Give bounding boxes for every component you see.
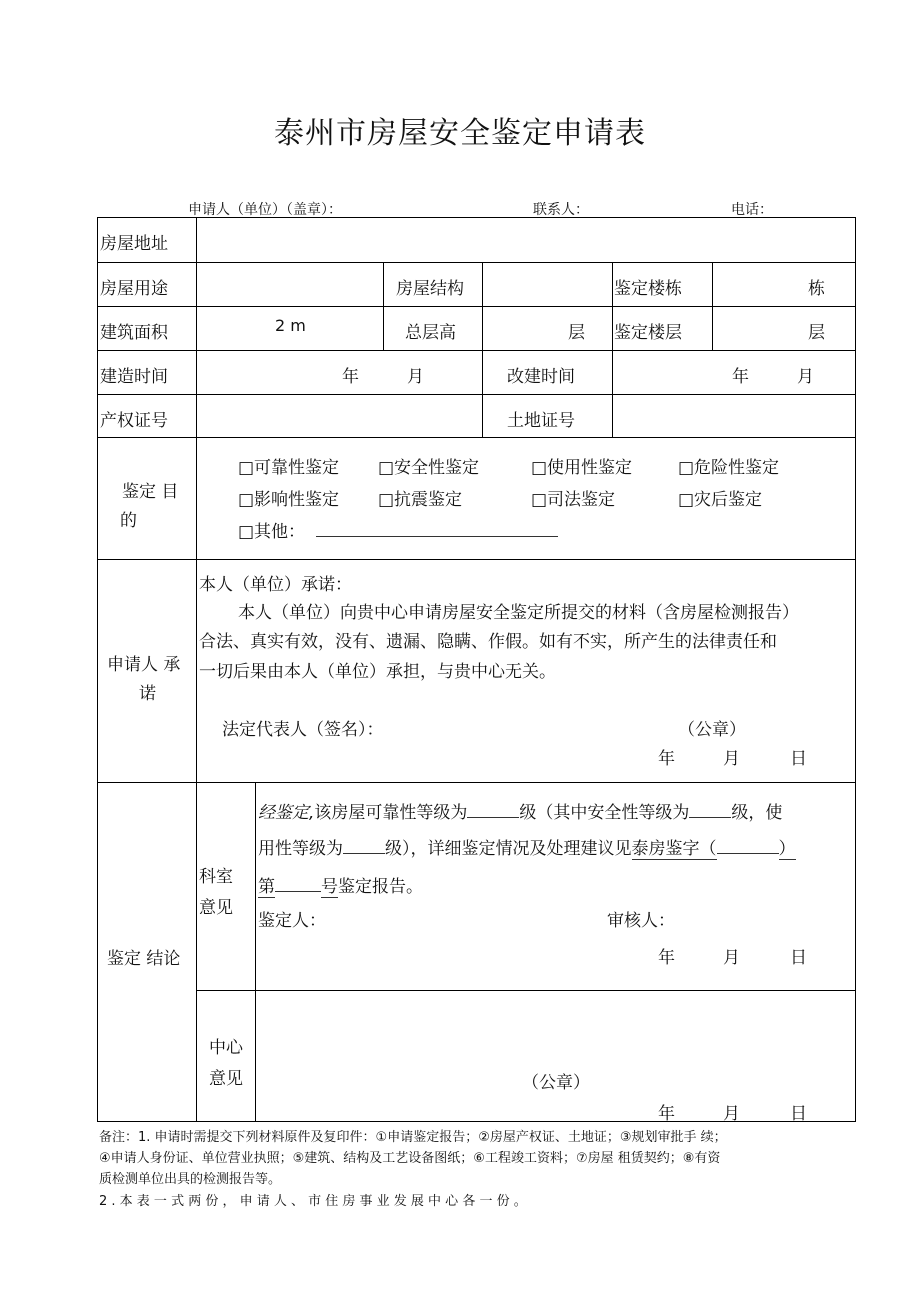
building-unit: 栋 xyxy=(808,279,825,299)
commitment-day: 日 xyxy=(790,749,807,769)
total-floors-label: 总层高 xyxy=(405,323,456,343)
purpose-option-seismic[interactable]: □抗震鉴定 xyxy=(378,490,463,510)
purpose-label-line2: 的 xyxy=(120,511,137,531)
usage-field[interactable] xyxy=(199,264,381,304)
rebuilt-label: 改建时间 xyxy=(507,367,575,387)
purpose-option-judicial[interactable]: □司法鉴定 xyxy=(531,490,616,510)
report-text: 鉴定报告。 xyxy=(338,877,423,897)
conclusion-label: 鉴定 结论 xyxy=(107,949,181,969)
report-no-prefix: 第 xyxy=(258,877,275,897)
floor-field[interactable] xyxy=(715,308,853,348)
note-line-1: 备注：1. 申请时需提交下列材料原件及复印件：①申请鉴定报告；②房屋产权证、土地证；③规划审批手 续； xyxy=(99,1130,727,1145)
commitment-heading: 本人（单位）承诺： xyxy=(199,575,352,595)
built-field[interactable] xyxy=(199,352,480,392)
report-no-suffix: 号 xyxy=(321,877,338,897)
dept-year: 年 xyxy=(658,948,675,968)
floor-label: 鉴定楼层 xyxy=(614,323,682,343)
contact-label: 联系人： xyxy=(533,202,589,218)
purpose-option-other[interactable]: □其他： xyxy=(238,522,306,542)
report-no-blank[interactable] xyxy=(275,877,321,892)
center-seal: （公章） xyxy=(522,1073,590,1093)
safety-grade-blank[interactable] xyxy=(689,803,731,818)
property-cert-field[interactable] xyxy=(199,396,480,435)
conclusion-line2-usability: 用性等级为 xyxy=(258,839,343,859)
floor-unit: 层 xyxy=(808,323,825,343)
commitment-line-3: 一切后果由本人（单位）承担，与贵中心无关。 xyxy=(199,662,556,682)
report-ref-prefix: 泰房鉴字（ xyxy=(631,839,717,859)
area-unit: 2 m xyxy=(275,316,306,335)
purpose-option-danger[interactable]: □危险性鉴定 xyxy=(678,458,780,478)
signature-label: 法定代表人（签名）： xyxy=(222,720,384,740)
appraiser-label: 鉴定人： xyxy=(258,911,326,931)
purpose-option-impact[interactable]: □影响性鉴定 xyxy=(238,490,340,510)
phone-label: 电话： xyxy=(731,202,773,218)
note-line-4: 2 . 本 表 一 式 两 份 ， 申 请 人 、 市 住 房 事 业 发 展 中 心 各 一 份 。 xyxy=(99,1194,527,1209)
conclusion-line2-detail: 级），详细鉴定情况及处理建议见 xyxy=(385,839,632,859)
note-line-2: ④申请人身份证、单位营业执照；⑤建筑、结构及工艺设备图纸；⑥工程竣工资料；⑦房屋 租赁契约；⑧有资 xyxy=(99,1151,721,1166)
property-cert-label: 产权证号 xyxy=(100,411,168,431)
report-ref-close: ） xyxy=(778,839,796,859)
land-cert-field[interactable] xyxy=(615,396,853,435)
purpose-other-line[interactable] xyxy=(316,536,558,537)
applicant-label: 申请人（单位）（盖章）： xyxy=(188,202,342,218)
dept-day: 日 xyxy=(790,948,807,968)
rebuilt-year: 年 xyxy=(732,367,749,387)
built-year: 年 xyxy=(342,367,359,387)
commitment-seal: （公章） xyxy=(678,720,746,740)
commitment-label-line2: 诺 xyxy=(139,684,156,704)
note-line-3: 质检测单位出具的检测报告等。 xyxy=(99,1172,282,1187)
purpose-option-disaster[interactable]: □灾后鉴定 xyxy=(678,490,763,510)
total-floors-unit: 层 xyxy=(568,323,585,343)
reliability-grade-blank[interactable] xyxy=(467,803,519,818)
land-cert-label: 土地证号 xyxy=(507,411,575,431)
building-field[interactable] xyxy=(715,264,853,304)
commitment-label-line1: 申请人 承 xyxy=(107,655,181,675)
conclusion-line1-end: 级，使 xyxy=(731,803,783,823)
dept-month: 月 xyxy=(723,948,740,968)
structure-field[interactable] xyxy=(485,264,610,304)
commitment-year: 年 xyxy=(658,749,675,769)
reviewer-label: 审核人： xyxy=(607,911,675,931)
dept-label-line2: 意见 xyxy=(199,898,233,918)
total-floors-field[interactable] xyxy=(485,308,610,348)
commitment-month: 月 xyxy=(723,749,740,769)
area-label: 建筑面积 xyxy=(100,323,168,343)
center-day: 日 xyxy=(790,1104,807,1124)
conclusion-line1-safety: 级（其中安全性等级为 xyxy=(519,803,690,823)
center-month: 月 xyxy=(723,1104,740,1124)
purpose-option-usability[interactable]: □使用性鉴定 xyxy=(531,458,633,478)
building-label: 鉴定楼栋 xyxy=(614,279,682,299)
structure-label: 房屋结构 xyxy=(396,279,464,299)
conclusion-line1-reliability: 该房屋可靠性等级为 xyxy=(314,803,468,823)
page-title: 泰州市房屋安全鉴定申请表 xyxy=(274,116,646,151)
usability-grade-blank[interactable] xyxy=(343,839,385,854)
signature-field[interactable] xyxy=(400,712,650,738)
purpose-label-line1: 鉴定 目 xyxy=(122,482,179,502)
conclusion-line1-prefix: 经鉴定, xyxy=(258,803,315,823)
center-label-line1: 中心 xyxy=(209,1038,243,1058)
purpose-option-reliability[interactable]: □可靠性鉴定 xyxy=(238,458,340,478)
address-field[interactable] xyxy=(199,219,853,260)
built-label: 建造时间 xyxy=(100,367,168,387)
dept-label-line1: 科室 xyxy=(199,867,233,887)
address-label: 房屋地址 xyxy=(100,234,168,254)
commitment-line-1: 本人（单位）向贵中心申请房屋安全鉴定所提交的材料（含房屋检测报告） xyxy=(238,603,799,623)
usage-label: 房屋用途 xyxy=(100,279,168,299)
commitment-line-2: 合法、真实有效，没有、遗漏、隐瞒、作假。如有不实，所产生的法律责任和 xyxy=(199,632,777,652)
purpose-option-safety[interactable]: □安全性鉴定 xyxy=(378,458,480,478)
built-month: 月 xyxy=(407,367,424,387)
center-label-line2: 意见 xyxy=(209,1069,243,1089)
report-ref-year-blank[interactable] xyxy=(717,839,779,854)
center-year: 年 xyxy=(658,1104,675,1124)
rebuilt-month: 月 xyxy=(797,367,814,387)
